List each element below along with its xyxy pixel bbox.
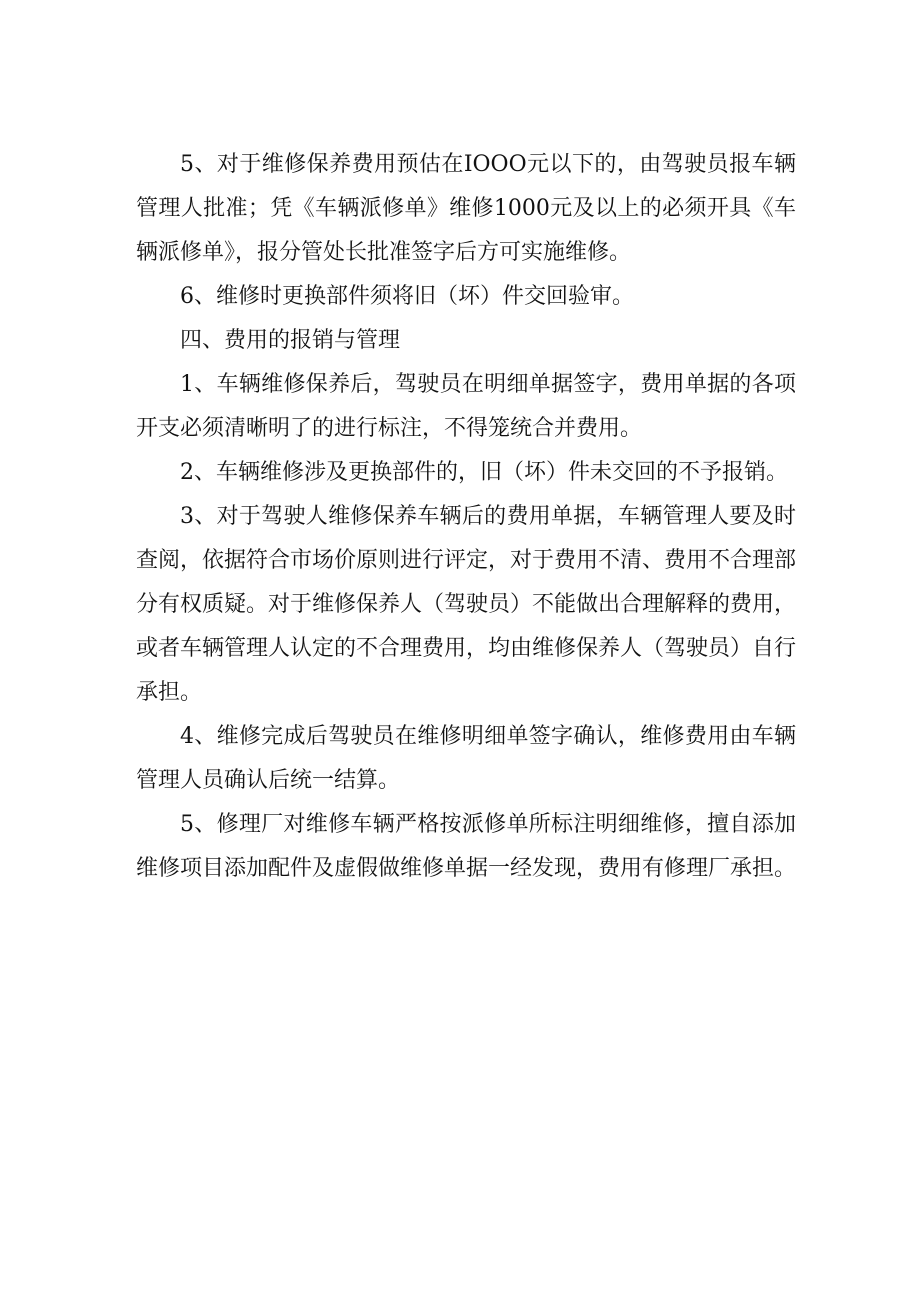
paragraph-item-6-parts-return: 6、维修时更换部件须将旧（坏）件交回验审。 xyxy=(180,284,634,309)
section-heading: 四、费用的报销与管理 xyxy=(180,328,401,353)
paragraph-item-5-approval: 5、对于维修保养费用预估在IOOO元以下的，由驾驶员报车辆管理人批准；凭《车辆派修单》维修1000元及以上的必须开具《车辆派修单》，报分管处长批准签字后方可实施维修。 xyxy=(136,152,796,265)
paragraph-reimburse-2: 2、车辆维修涉及更换部件的，旧（坏）件未交回的不予报销。 xyxy=(180,460,788,485)
paragraph-reimburse-3: 3、对于驾驶人维修保养车辆后的费用单据，车辆管理人要及时查阅，依据符合市场价原则进行评定，对于费用不清、费用不合理部分有权质疑。对于维修保养人（驾驶员）不能做出合理解释的费用，或者车辆管理人认定的不合理费用，均由维修保养人（驾驶员）自行承担。 xyxy=(136,504,797,705)
paragraph-reimburse-1: 1、车辆维修保养后，驾驶员在明细单据签字，费用单据的各项开支必须清晰明了的进行标注，不得笼统合并费用。 xyxy=(136,372,796,441)
paragraph-reimburse-4: 4、维修完成后驾驶员在维修明细单签字确认，维修费用由车辆管理人员确认后统一结算。 xyxy=(136,724,796,793)
paragraph-reimburse-5: 5、修理厂对维修车辆严格按派修单所标注明细维修，擅自添加维修项目添加配件及虚假做维修单据一经发现，费用有修理厂承担。 xyxy=(136,812,797,881)
document-body xyxy=(136,143,796,891)
